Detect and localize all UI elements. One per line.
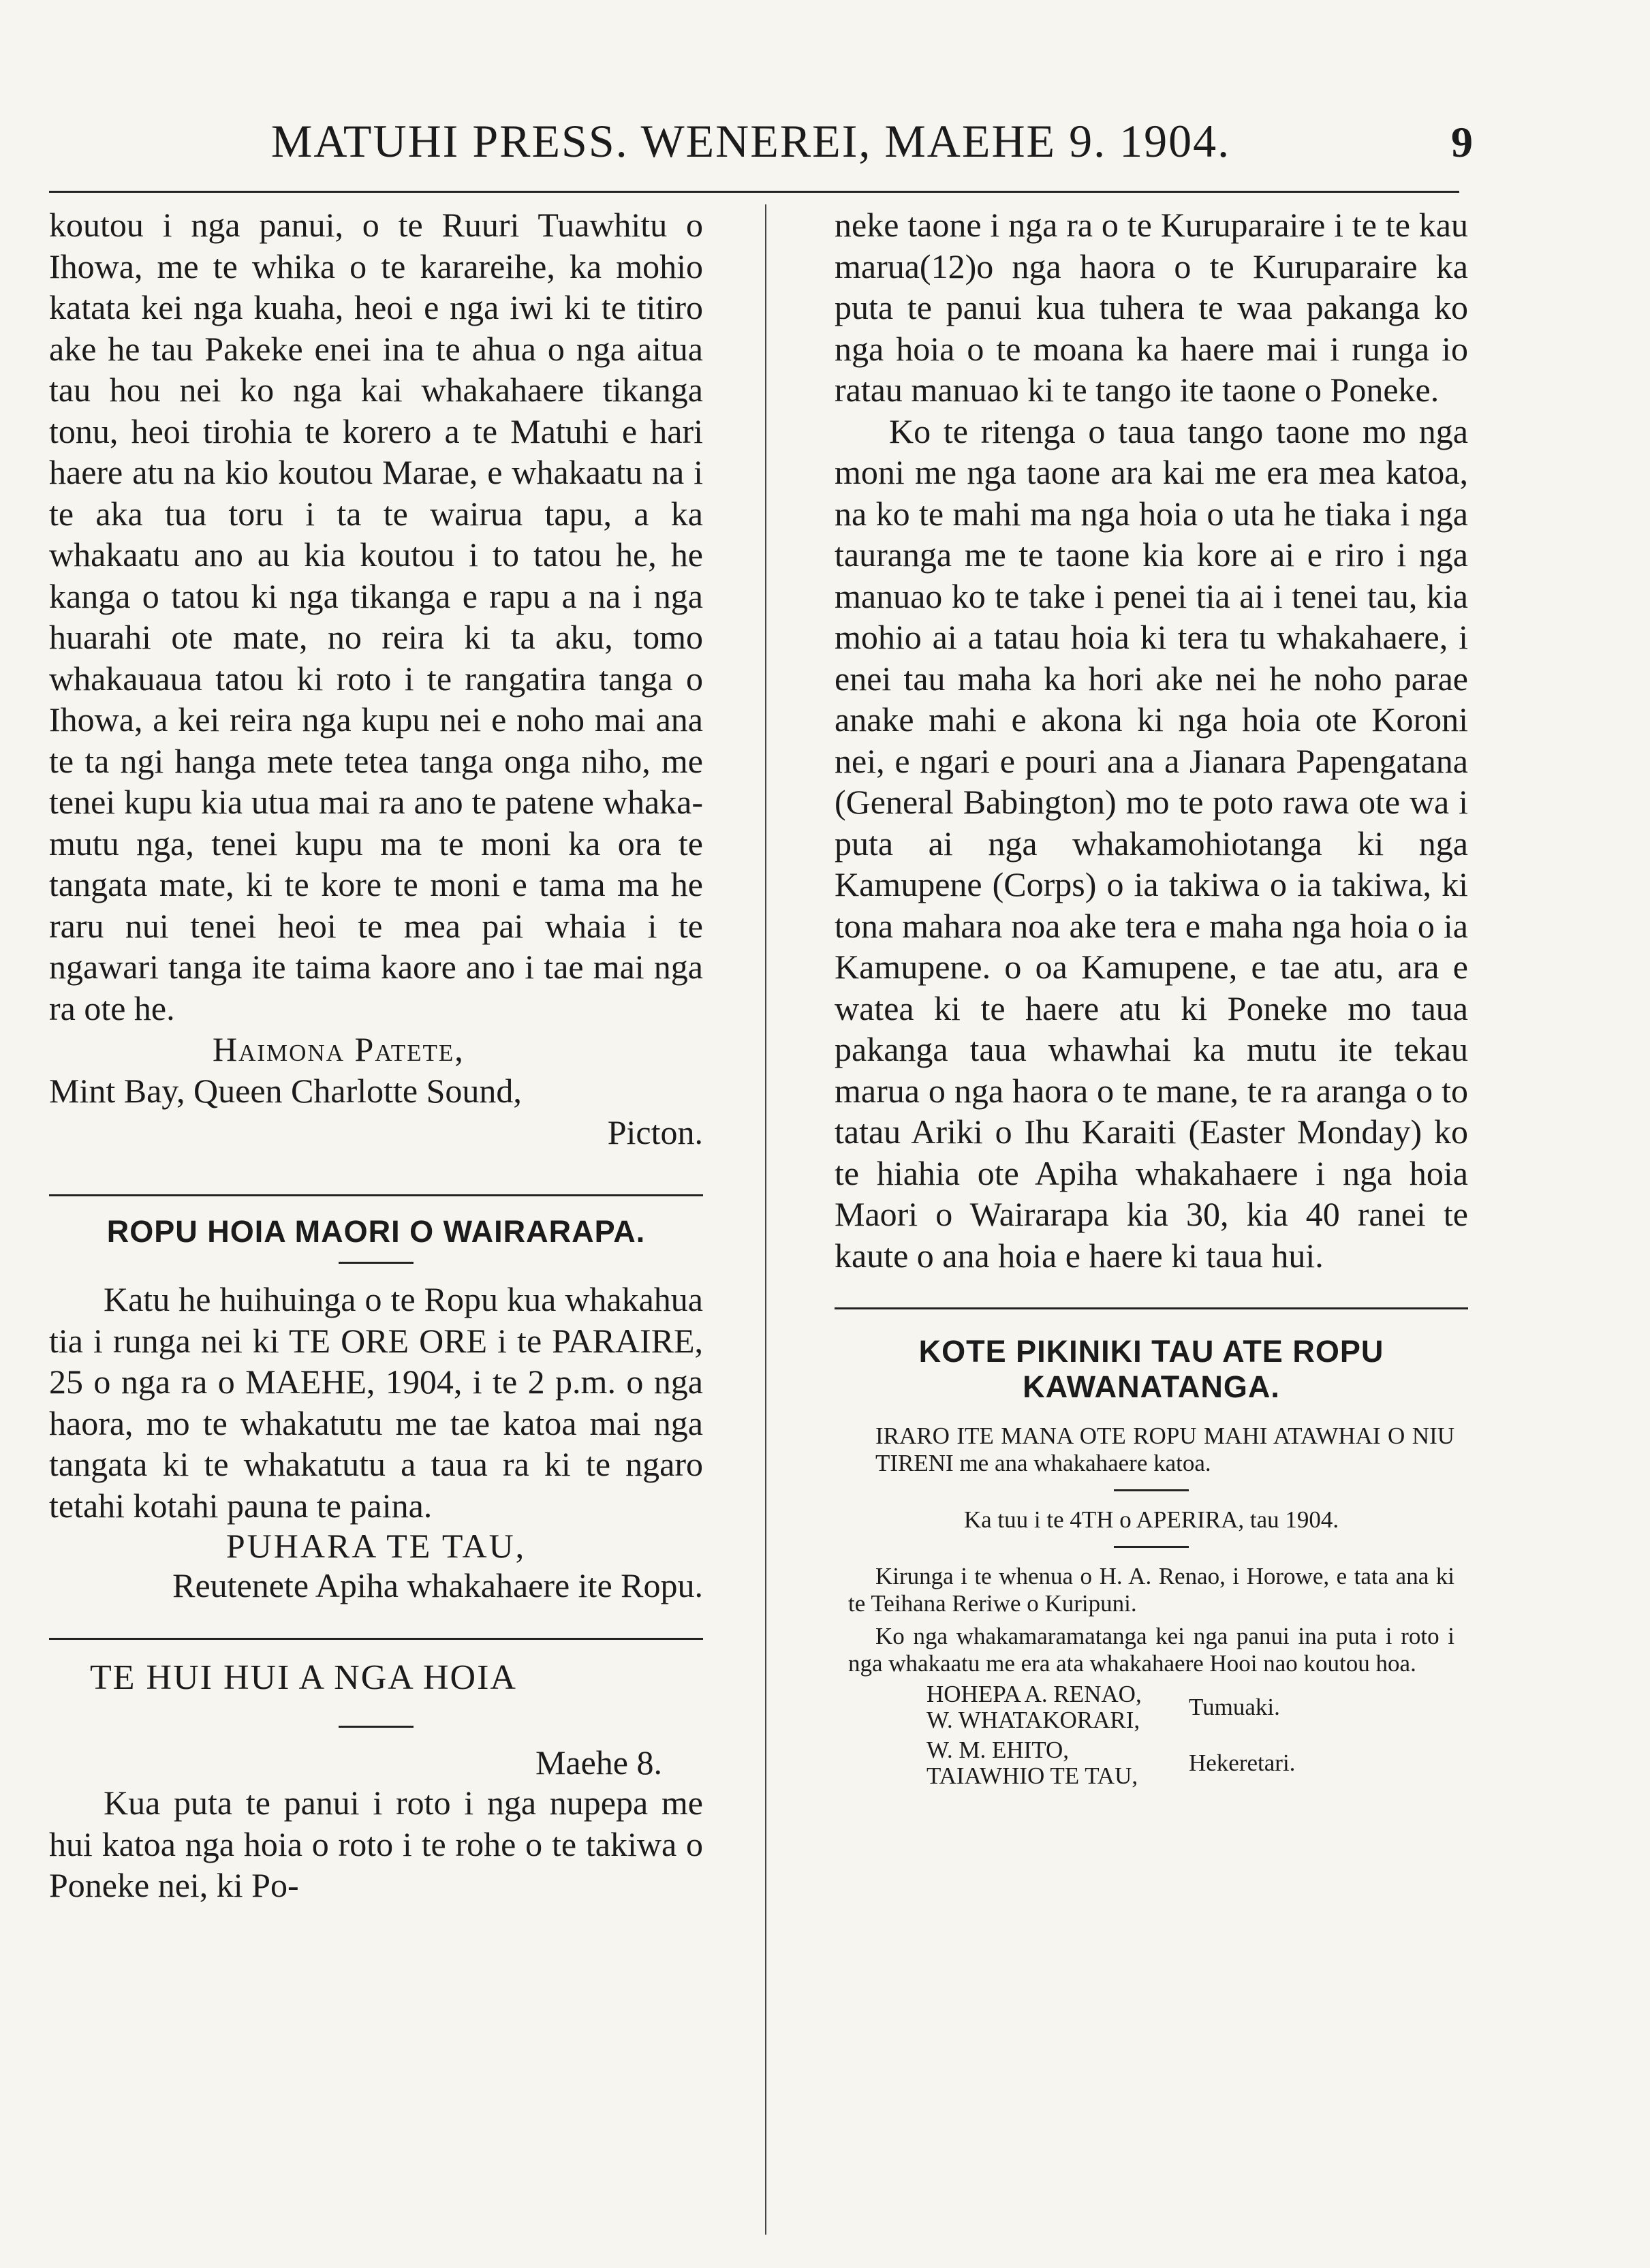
- short-rule: [1114, 1489, 1189, 1491]
- column-divider: [765, 204, 766, 2235]
- hui-hui-body: Kua puta te panui i roto i nga nupepa me hui katoa nga hoia o roto i te rohe o te takiwa o Poneke nei, ki Po-: [49, 1784, 703, 1904]
- header-rule: [49, 191, 1459, 193]
- newspaper-masthead: MATUHI PRESS. WENEREI, MAEHE 9. 1904.: [270, 115, 1231, 167]
- signature-block: [49, 1029, 703, 1153]
- left-column: [49, 204, 703, 1906]
- signature-address-2: Picton.: [607, 1113, 703, 1151]
- officer-name: HOHEPA A. RENAO,: [927, 1681, 1142, 1707]
- signature-name: Haimona Patete,: [213, 1030, 465, 1068]
- section-rule: [49, 1194, 703, 1196]
- officer-name: TAIAWHIO TE TAU,: [927, 1762, 1138, 1789]
- page-header: [49, 102, 1473, 170]
- signature-address-1: Mint Bay, Queen Charlotte Sound,: [49, 1072, 522, 1110]
- section-rule: [49, 1638, 703, 1640]
- notice-subtitle: IRARO ITE MANA OTE ROPU MAHI ATAWHAI O NIU TIRENI me ana whakahaere katoa.: [875, 1423, 1454, 1476]
- continued-article-text: koutou i nga panui, o te Ruuri Tuawhitu o Ihowa, me te whika o te karareihe, ka mohio katata kei nga kuaha, heoi e nga iwi ki te titiro ake he tau Pakeke enei ina te ahua o nga aitua tau hou nei ko nga kai whakahaere tikanga tonu, heoi tirohia te korero a te Matuhi e hari haere atu na kio koutou Marae, e whakaatu na i te aka tua toru i ta te wairua tapu, a ka whakaatu ano au kia koutou i to tatou he, he kanga o tatou ki nga tikanga e rapu a na i nga huarahi ote mate, no reira ki ta aku, tomo whakauaua tatou ki roto i te rangatira tanga o Ihowa, a kei reira nga kupu nei e noho mai ana te ta ngi hanga mete tetea tanga onga niho, me tenei kupu kia utua mai ra ano te patene whaka-mutu nga, tenei kupu ma te moni ka ora te tangata mate, ki te kore te moni e tama ma he raru nui tenei heoi te mea pai whaia i te ngawari tanga ite taima kaore ano i tae mai nga ra ote he.: [49, 206, 703, 1027]
- officer-role: Hekeretari.: [1189, 1750, 1296, 1776]
- hui-hui-date: Maehe 8.: [535, 1743, 662, 1782]
- notice-title-line2: KAWANATANGA.: [1023, 1369, 1280, 1404]
- notice-location: Kirunga i te whenua o H. A. Renao, i Horowe, e tata ana ki te Teihana Reriwe o Kuripuni.: [848, 1563, 1454, 1617]
- notice-title-line1: KOTE PIKINIKI TAU ATE ROPU: [918, 1334, 1384, 1369]
- short-rule: [1114, 1546, 1189, 1548]
- notice-details: Ko nga whakamaramatanga kei nga panui ina puta i roto i nga whakaatu me era ata whakahaere Hooi nao koutou hoa.: [848, 1623, 1454, 1677]
- ropu-hoia-signer: PUHARA TE TAU,: [225, 1527, 527, 1565]
- continued-article-text-right: neke taone i nga ra o te Kuruparaire i te te kau marua(12)o nga haora o te Kuruparaire ka puta te panui kua tuhera te waa pakanga ko nga hoia o te moana ka haere mai i runga io ratau manuao ki te tango ite taone o Poneke.: [835, 206, 1468, 409]
- officers-secretary: [848, 1737, 1454, 1789]
- short-rule: [339, 1726, 414, 1728]
- section-rule: [835, 1307, 1468, 1309]
- officers-president: [848, 1681, 1454, 1733]
- short-rule: [339, 1262, 414, 1264]
- right-column: [835, 204, 1468, 1789]
- section-title-hui-hui: TE HUI HUI A NGA HOIA: [90, 1658, 517, 1697]
- section-title-ropu-hoia: ROPU HOIA MAORI O WAIRARAPA.: [106, 1214, 646, 1249]
- officer-name: W. WHATAKORARI,: [927, 1707, 1140, 1733]
- article-paragraph-2: Ko te ritenga o taua tango taone mo nga moni me nga taone ara kai me era mea katoa, na ko te mahi ma nga hoia o uta he tiaka i nga tauranga me te taone kia kore ai e riro i nga manuao ko te take i penei tia ai i tenei tau, kia mohio ai a tatau hoia ki tera tu whakahaere, i enei tau maha ka hori ake nei he noho parae anake mahi e akona ki nga hoia ote Koroni nei, e ngari e pouri ana a Jianara Papengatana (General Babington) mo te poto rawa ote wa i puta ai nga whakamohiotanga ki nga Kamupene (Corps) o ia takiwa o ia takiwa, ki tona mahara noa ake tera e maha nga hoia o ia Kamupene. o oa Kamupene, e tae atu, ara e watea ki te haere atu ki Poneke mo taua pakanga taua whawhai ka mutu ite tekau marua o nga haora o te mane, te ra aranga o to tatau Ariki o Ihu Karaiti (Easter Monday) ko te hiahia ote Apiha whakahaere i nga hoia Maori o Wairarapa kia 30, kia 40 ranei te kaute o ana hoia e haere ki taua hui.: [835, 411, 1468, 1275]
- officer-role: Tumuaki.: [1189, 1694, 1280, 1720]
- ropu-hoia-body: Katu he huihuinga o te Ropu kua whakahua tia i runga nei ki TE ORE ORE i te PARAIRE, 25 o nga ra o MAEHE, 1904, i te 2 p.m. o nga haora, mo te whakatutu me tae katoa mai nga tangata ki te whakatutu a taua ra ki te ngaro tetahi kotahi pauna te paina.: [49, 1280, 703, 1525]
- picnic-notice: [835, 1327, 1468, 1789]
- officer-name: W. M. EHITO,: [927, 1737, 1070, 1763]
- page-number: 9: [1451, 118, 1473, 166]
- notice-date: Ka tuu i te 4TH o APERIRA, tau 1904.: [963, 1506, 1339, 1533]
- ropu-hoia-signer-role: Reutenete Apiha whakahaere ite Ropu.: [172, 1566, 703, 1604]
